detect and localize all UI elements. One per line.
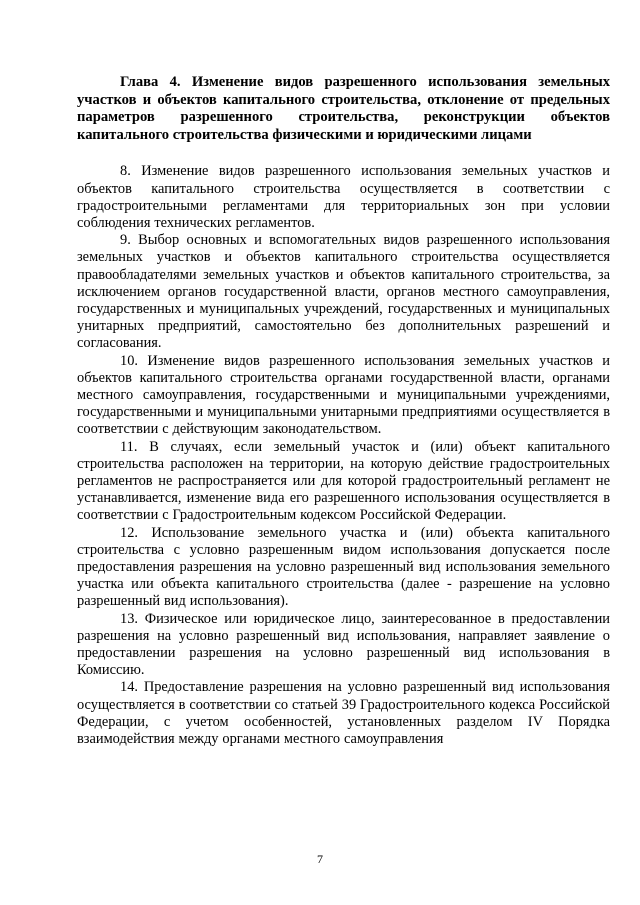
- paragraph-text: Предоставление разрешения на условно разрешенный вид использования осуществляется в соответствии со статьей 39 Градостроительного кодекса Российской Федерации, с учетом особенностей, установленных разделом IV Порядка взаимодействия между органами местного самоуправления: [77, 679, 610, 748]
- paragraph-text: Физическое или юридическое лицо, заинтересованное в предоставлении разрешения на условно разрешенный вид использования, направляет заявление о предоставлении разрешения на условно разрешенный вид использования в Комиссию.: [77, 610, 610, 679]
- paragraph-number: 13.: [120, 610, 138, 627]
- paragraph-13: [77, 611, 610, 680]
- paragraph-text: Изменение видов разрешенного использования земельных участков и объектов капитального строительства осуществляется в соответствии с градостроительными регламентами для территориальных зон при условии соблюдения технических регламентов.: [77, 163, 610, 231]
- paragraph-14: [77, 679, 610, 748]
- paragraph-8: [77, 163, 610, 232]
- chapter-title: Изменение видов разрешенного использования земельных участков и объектов капитального строительства, отклонение от предельных параметров разрешенного строительства, реконструкции объектов капитального строительства физическими и юридическими лицами: [77, 74, 611, 143]
- paragraph-number: 12.: [120, 524, 138, 541]
- page-number: 7: [317, 852, 323, 866]
- paragraph-number: 11.: [120, 438, 138, 455]
- paragraph-12: [77, 525, 610, 611]
- paragraph-number: 8.: [120, 163, 131, 180]
- paragraph-11: [77, 439, 610, 525]
- paragraph-9: [77, 232, 610, 352]
- chapter-heading: [77, 74, 610, 144]
- paragraph-text: В случаях, если земельный участок и (или) объект капитального строительства расположен на территории, на которую действие градостроительных регламентов не распространяется или для которой градостроительный регламент не устанавливается, изменение вида его разрешенного использования осуществляется в соответствии с Градостроительным кодексом Российской Федерации.: [77, 438, 610, 524]
- document-body: [77, 74, 610, 748]
- paragraph-text: Выбор основных и вспомогательных видов разрешенного использования земельных участков и объектов капитального строительства осуществляется правообладателями земельных участков и объектов капитального строительства, за исключением органов государственной власти, органов местного самоуправления, государственных и муниципальных учреждений, государственных и муниципальных унитарных предприятий, самостоятельно без дополнительных разрешений и согласования.: [77, 232, 610, 352]
- paragraph-text: Изменение видов разрешенного использования земельных участков и объектов капитального строительства органами государственной власти, органами местного самоуправления, государственными и муниципальными учреждениями, государственными и муниципальными унитарными предприятиями осуществляется в соответствии с действующим законодательством.: [77, 352, 610, 438]
- paragraph-number: 9.: [120, 232, 131, 249]
- paragraph-number: 14.: [120, 679, 138, 696]
- paragraph-number: 10.: [120, 352, 138, 369]
- chapter-label: Глава 4.: [120, 74, 181, 90]
- paragraph-text: Использование земельного участка и (или) объекта капитального строительства с условно разрешенным видом использования допускается после предоставления разрешения на условно разрешенный вид использования земельного участка или объекта капитального строительства (далее - разрешение на условно разрешенный вид использования).: [77, 524, 610, 610]
- paragraph-10: [77, 353, 610, 439]
